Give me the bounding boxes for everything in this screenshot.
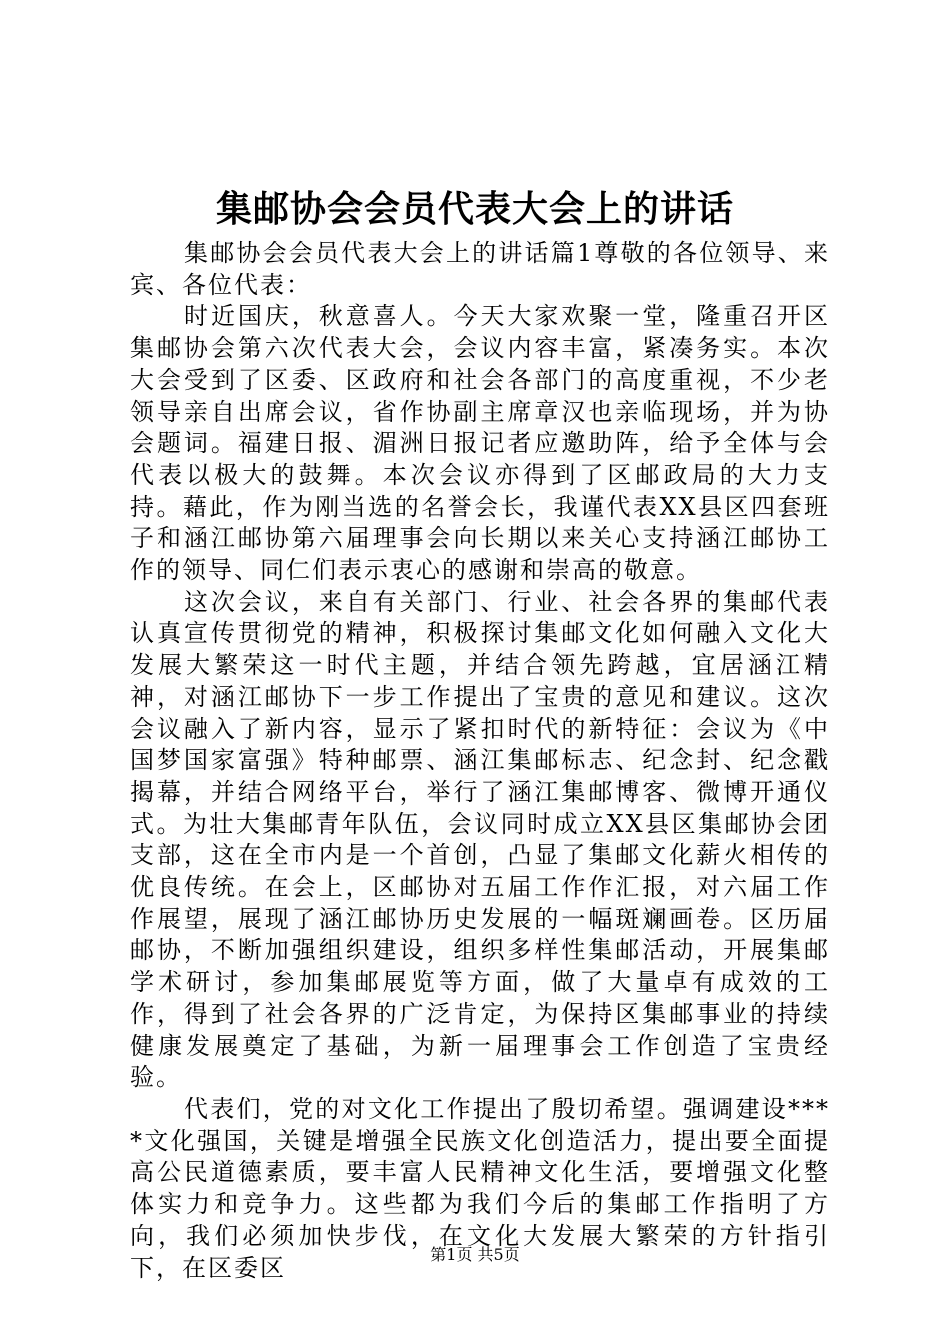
paragraph: 时近国庆，秋意喜人。今天大家欢聚一堂，隆重召开区集邮协会第六次代表大会，会议内容丰富，紧凑务实。本次大会受到了区委、区政府和社会各部门的高度重视，不少老领导亲自出席会议，省作协副主席章汉也亲临现场，并为协会题词。福建日报、湄洲日报记者应邀助阵，给予全体与会代表以极大的鼓舞。本次会议亦得到了区邮政局的大力支持。藉此，作为刚当选的名誉会长，我谨代表XX县区四套班子和涵江邮协第六届理事会向长期以来关心支持涵江邮协工作的领导、同仁们表示衷心的感谢和崇高的敬意。 bbox=[130, 302, 830, 585]
paragraph: 代表们，党的对文化工作提出了殷切希望。强调建设****文化强国，关键是增强全民族文化创造活力，提出要全面提高公民道德素质，要丰富人民精神文化生活，要增强文化整体实力和竞争力。这些都为我们今后的集邮工作指明了方向，我们必须加快步伐，在文化大发展大繁荣的方针指引下，在区委区 bbox=[130, 1094, 830, 1282]
paragraph: 这次会议，来自有关部门、行业、社会各界的集邮代表认真宣传贯彻党的精神，积极探讨集邮文化如何融入文化大发展大繁荣这一时代主题，并结合领先跨越，宜居涵江精神，对涵江邮协下一步工作提出了宝贵的意见和建议。这次会议融入了新内容，显示了紧扣时代的新特征：会议为《中国梦国家富强》特种邮票、涵江集邮标志、纪念封、纪念戳揭幕，并结合网络平台，举行了涵江集邮博客、微博开通仪式。为壮大集邮青年队伍，会议同时成立XX县区集邮协会团支部，这在全市内是一个首创，凸显了集邮文化薪火相传的优良传统。在会上，区邮协对五届工作作汇报，对六届工作作展望，展现了涵江邮协历史发展的一幅斑斓画卷。区历届邮协，不断加强组织建设，组织多样性集邮活动，开展集邮学术研讨，参加集邮展览等方面，做了大量卓有成效的工作，得到了社会各界的广泛肯定，为保持区集邮事业的持续健康发展奠定了基础，为新一届理事会工作创造了宝贵经验。 bbox=[130, 587, 830, 1092]
document-body bbox=[130, 238, 830, 1284]
page-title: 集邮协会会员代表大会上的讲话 bbox=[215, 188, 734, 230]
page-number-footer: 第1页 共5页 bbox=[430, 1245, 520, 1264]
paragraph: 集邮协会会员代表大会上的讲话篇1尊敬的各位领导、来宾、各位代表： bbox=[130, 239, 830, 299]
